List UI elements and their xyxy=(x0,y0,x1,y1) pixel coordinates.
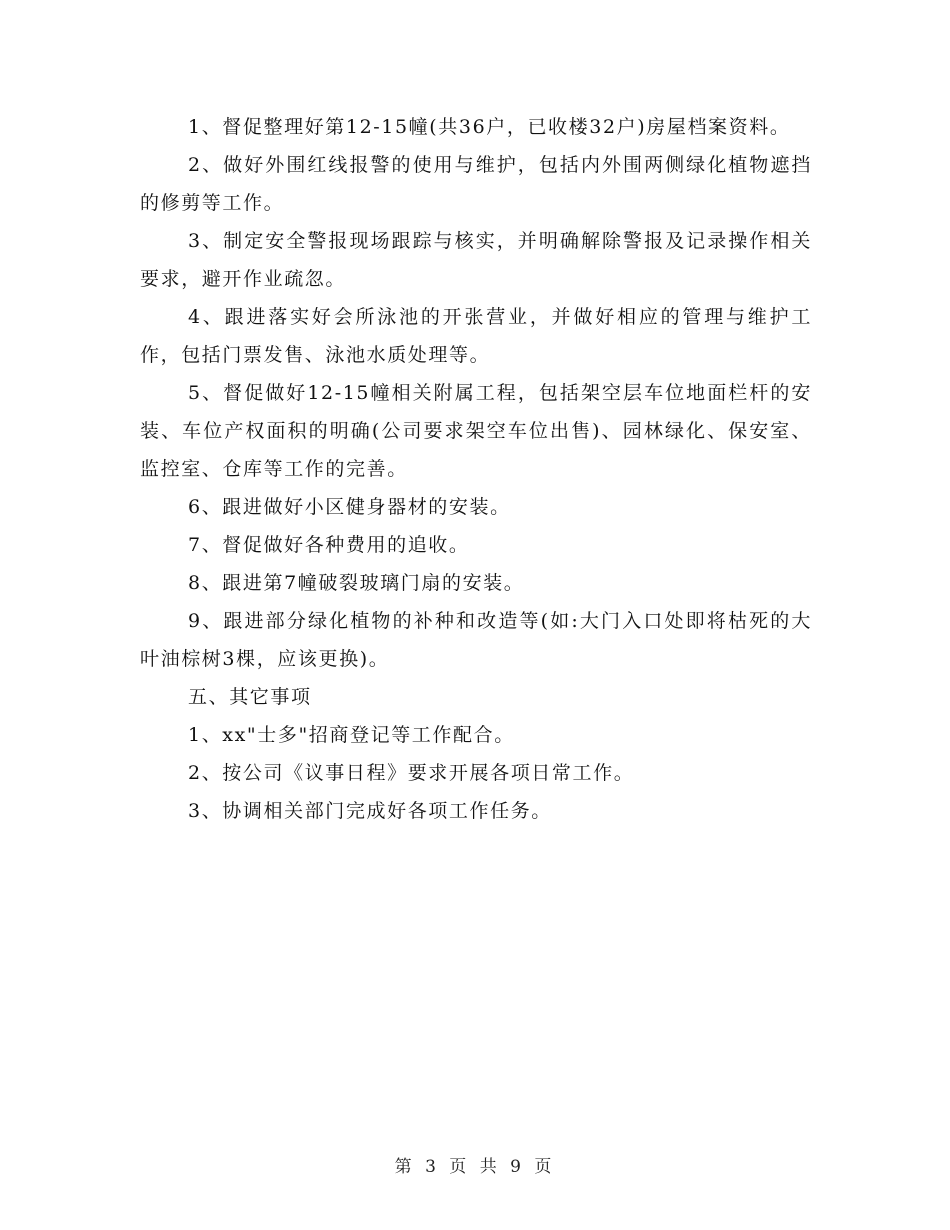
paragraph: 2、按公司《议事日程》要求开展各项日常工作。 xyxy=(188,762,635,784)
paragraph: 4、跟进落实好会所泳池的开张营业，并做好相应的管理与维护工作，包括门票发售、泳池水质处理等。 xyxy=(140,306,812,366)
paragraph: 9、跟进部分绿化植物的补种和改造等(如:大门入口处即将枯死的大叶油棕树3棵，应该更换)。 xyxy=(140,610,812,670)
paragraph: 5、督促做好12-15幢相关附属工程，包括架空层车位地面栏杆的安装、车位产权面积的明确(公司要求架空车位出售)、园林绿化、保安室、监控室、仓库等工作的完善。 xyxy=(140,382,812,480)
paragraph: 3、协调相关部门完成好各项工作任务。 xyxy=(188,800,552,822)
paragraph: 1、xx"士多"招商登记等工作配合。 xyxy=(188,724,515,746)
paragraph: 3、制定安全警报现场跟踪与核实，并明确解除警报及记录操作相关要求，避开作业疏忽。 xyxy=(140,230,812,290)
paragraph: 2、做好外围红线报警的使用与维护，包括内外围两侧绿化植物遮挡的修剪等工作。 xyxy=(140,154,812,214)
paragraph: 1、督促整理好第12-15幢(共36户，已收楼32户)房屋档案资料。 xyxy=(188,116,791,138)
paragraph: 6、跟进做好小区健身器材的安装。 xyxy=(188,496,511,518)
paragraph: 8、跟进第7幢破裂玻璃门扇的安装。 xyxy=(188,572,525,594)
paragraph: 7、督促做好各种费用的追收。 xyxy=(188,534,470,556)
section-heading: 五、其它事项 xyxy=(188,686,312,708)
page-number-footer: 第 3 页 共 9 页 xyxy=(394,1157,556,1177)
document-body xyxy=(140,108,812,830)
